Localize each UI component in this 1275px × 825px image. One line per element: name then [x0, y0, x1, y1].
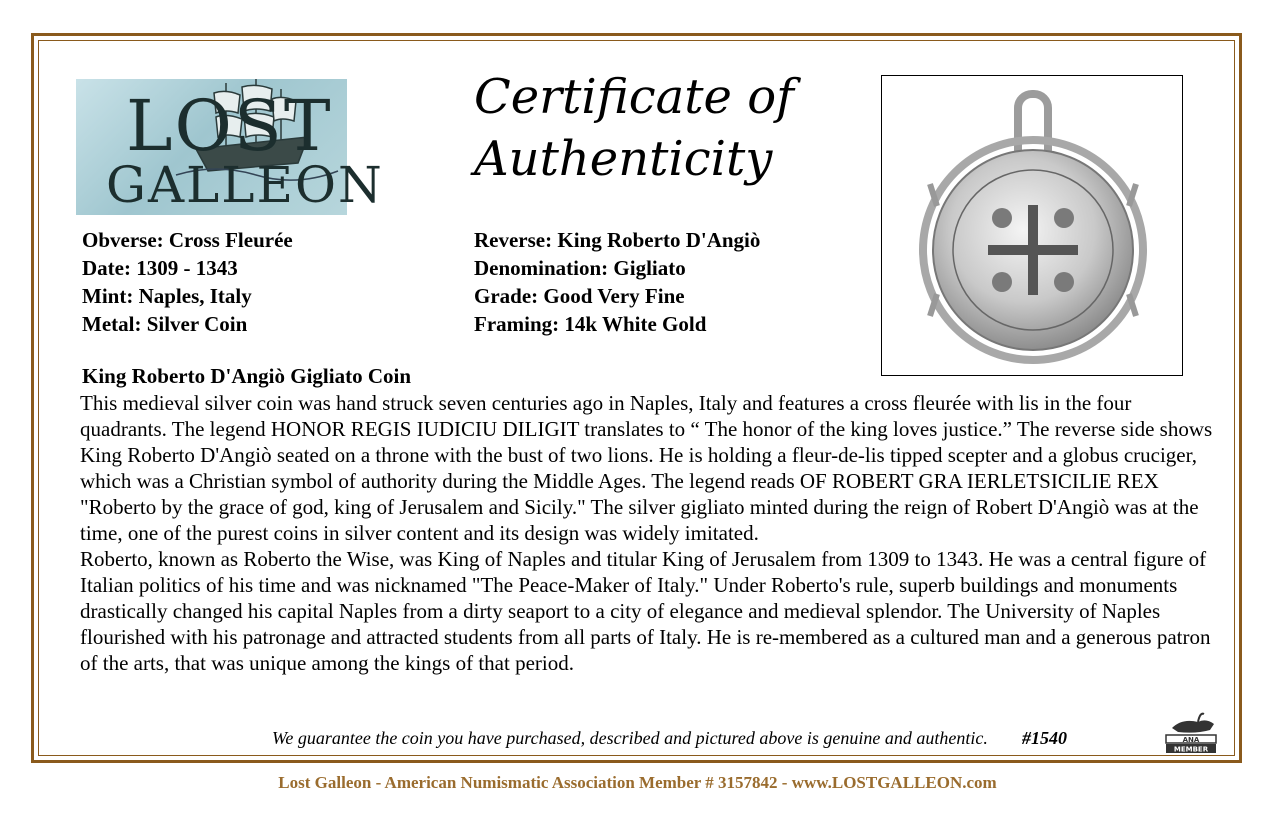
description-body: [80, 390, 1220, 676]
certificate-title: [474, 66, 794, 190]
specs-left: [82, 226, 293, 338]
description-paragraph-2: Roberto, known as Roberto the Wise, was King of Naples and titular King of Jerusalem from 1309 to 1343. He was a central figure of Italian politics of his time and was nicknamed "The Peace-Maker of Italy." Under Roberto's rule, superb buildings and monuments drastically changed his capital Naples from a dirty seaport to a city of elegance and medieval splendor. The University of Naples flourished with his patronage and attracted students from all parts of Italy. He is re-membered as a cultured man and a generous patron of the arts, that was unique among the kings of that period.: [80, 547, 1211, 675]
spec-metal: Metal: Silver Coin: [82, 312, 248, 336]
logo-text-galleon: GALLEON: [106, 156, 384, 214]
certificate-number: #1540: [1022, 728, 1067, 748]
badge-ana-text: ANA: [1182, 736, 1200, 744]
title-line-2: Authenticity: [474, 131, 773, 187]
guarantee-statement: We guarantee the coin you have purchased, described and pictured above is genuine and authentic.: [272, 728, 988, 748]
badge-member-text: MEMBER: [1173, 745, 1209, 754]
oil-lamp-icon: [1158, 708, 1222, 756]
spec-date: Date: 1309 - 1343: [82, 256, 238, 280]
spec-grade: Grade: Good Very Fine: [474, 284, 685, 308]
logo-text-lost: LOST: [126, 85, 333, 167]
coin-photo: [881, 75, 1183, 376]
footer-text: Lost Galleon - American Numismatic Association Member # 3157842 - www.LOSTGALLEON.com: [278, 773, 997, 792]
description-paragraph-1: This medieval silver coin was hand struck seven centuries ago in Naples, Italy and features a cross fleurée with lis in the four quadrants. The legend HONOR REGIS IUDICIU DILIGIT translates to “ The honor of the king loves justice.” The reverse side shows King Roberto D'Angiò seated on a throne with the bust of two lions. He is holding a fleur-de-lis tipped scepter and a globus cruciger, which was a Christian symbol of authority during the Middle Ages. The legend reads OF ROBERT GRA IERLETSICILIE REX "Roberto by the grace of god, king of Jerusalem and Sicily." The silver gigliato minted during the reign of Robert D'Angiò was at the time, one of the purest coins in silver content and its design was widely imitated.: [80, 391, 1213, 545]
spec-mint: Mint: Naples, Italy: [82, 284, 252, 308]
ana-member-badge: [1158, 708, 1222, 756]
specs-right: [474, 226, 760, 338]
coin-pendant-icon: [882, 76, 1182, 375]
spec-denomination: Denomination: Gigliato: [474, 256, 686, 280]
spec-reverse: Reverse: King Roberto D'Angiò: [474, 228, 761, 252]
lost-galleon-logo: [76, 79, 384, 215]
spec-obverse: Obverse: Cross Fleurée: [82, 228, 293, 252]
description-heading: King Roberto D'Angiò Gigliato Coin: [82, 364, 412, 388]
spec-framing: Framing: 14k White Gold: [474, 312, 707, 336]
title-line-1: Certificate of: [474, 69, 794, 125]
